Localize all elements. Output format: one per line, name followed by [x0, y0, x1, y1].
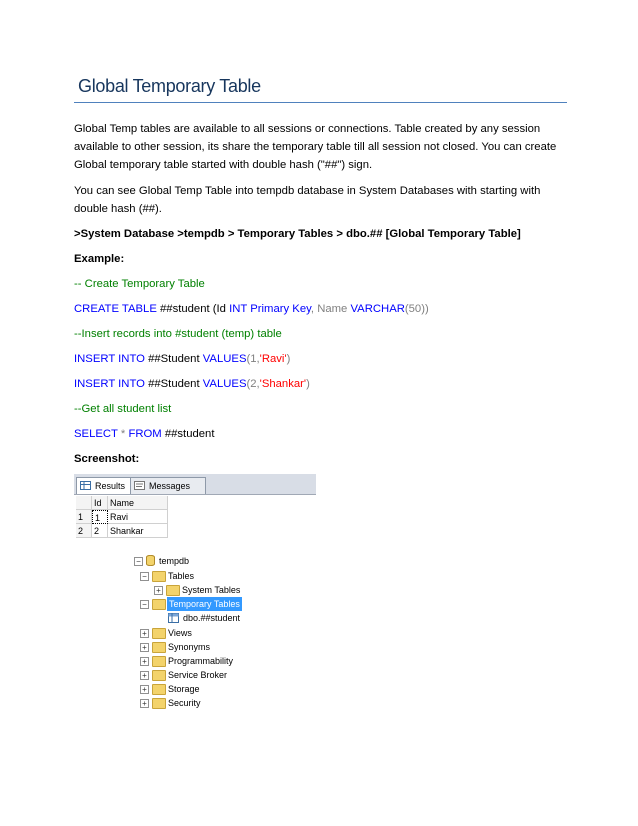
folder-icon — [152, 684, 166, 695]
grid-icon — [80, 481, 91, 490]
screenshot-label: Screenshot: — [74, 453, 140, 465]
object-explorer-tree — [134, 554, 254, 714]
code-keyword: VALUES — [202, 378, 247, 390]
tab-label: Results — [95, 481, 126, 491]
tree-label: Synonyms — [168, 642, 211, 652]
code-comment-select: --Get all student list — [74, 403, 172, 415]
results-tabstrip — [74, 474, 316, 495]
tree-label: tempdb — [159, 556, 190, 566]
code-select — [74, 428, 214, 440]
code-text: (1, — [246, 353, 260, 365]
collapse-icon[interactable]: − — [140, 600, 149, 609]
paragraph-1: Global Temp tables are available to all sessions or connections. Table created by any session available to other session, its share the temporary table till all session not closed. You can create Global temporary table started with double hash ("##") sign. — [74, 123, 557, 171]
code-keyword: INT Primary Key — [229, 303, 311, 315]
code-text: ##student — [161, 428, 215, 440]
message-icon — [134, 481, 145, 490]
code-text: (50)) — [404, 303, 429, 315]
code-text: * — [117, 428, 129, 440]
collapse-icon[interactable]: − — [134, 557, 143, 566]
folder-icon — [152, 656, 166, 667]
tree-label: Tables — [168, 571, 195, 581]
row-number: 1 — [76, 510, 92, 524]
code-keyword: VARCHAR — [350, 303, 405, 315]
tree-label: System Tables — [182, 585, 241, 595]
table-cell[interactable]: 2 — [92, 524, 108, 538]
code-string: 'Ravi' — [259, 353, 287, 365]
code-text: ##student (Id — [156, 303, 230, 315]
code-text: ##Student — [144, 378, 203, 390]
page-title: Global Temporary Table — [78, 76, 261, 96]
grid-corner — [76, 496, 92, 510]
code-insert-2 — [74, 378, 310, 390]
expand-icon[interactable]: + — [140, 671, 149, 680]
code-string: 'Shankar' — [259, 378, 307, 390]
code-create-table — [74, 303, 429, 315]
tree-label: Programmability — [168, 656, 234, 666]
tree-label: dbo.##student — [183, 613, 241, 623]
code-insert-1 — [74, 353, 290, 365]
column-header[interactable]: Name — [108, 496, 168, 510]
tree-label: Security — [168, 698, 201, 708]
title-underline — [74, 102, 567, 103]
code-keyword: FROM — [128, 428, 162, 440]
table-cell[interactable]: 1 — [92, 510, 108, 524]
results-screenshot — [74, 474, 316, 554]
code-comment-create: -- Create Temporary Table — [74, 278, 205, 290]
code-keyword: INSERT INTO — [74, 353, 145, 365]
expand-icon[interactable]: + — [154, 586, 163, 595]
folder-icon — [152, 698, 166, 709]
tree-label: Storage — [168, 684, 200, 694]
tree-label: Views — [168, 628, 192, 638]
code-text: , Name — [310, 303, 351, 315]
expand-icon[interactable]: + — [140, 643, 149, 652]
folder-icon — [152, 599, 166, 610]
code-comment-insert: --Insert records into #student (temp) table — [74, 328, 282, 340]
tab-messages[interactable] — [130, 477, 206, 494]
code-keyword: INSERT INTO — [74, 378, 145, 390]
folder-icon — [166, 585, 180, 596]
column-header[interactable]: Id — [92, 496, 108, 510]
table-cell[interactable]: Ravi — [108, 510, 168, 524]
expand-icon[interactable]: + — [140, 657, 149, 666]
database-icon — [146, 555, 155, 566]
code-keyword: CREATE TABLE — [74, 303, 157, 315]
code-keyword: SELECT — [74, 428, 118, 440]
folder-icon — [152, 571, 166, 582]
tree-label: Service Broker — [168, 670, 228, 680]
example-label: Example: — [74, 253, 125, 265]
folder-icon — [152, 642, 166, 653]
folder-icon — [152, 670, 166, 681]
collapse-icon[interactable]: − — [140, 572, 149, 581]
code-text: ##Student — [144, 353, 203, 365]
paragraph-2: You can see Global Temp Table into tempdb database in System Databases with starting with double hash (##). — [74, 185, 541, 215]
tab-label: Messages — [149, 481, 191, 491]
folder-icon — [152, 628, 166, 639]
code-text: ) — [286, 353, 291, 365]
code-text: (2, — [246, 378, 260, 390]
row-number: 2 — [76, 524, 92, 538]
code-keyword: VALUES — [202, 353, 247, 365]
code-text: ) — [306, 378, 310, 390]
expand-icon[interactable]: + — [140, 629, 149, 638]
table-cell[interactable]: Shankar — [108, 524, 168, 538]
tree-label-selected: Temporary Tables — [169, 599, 240, 609]
table-icon — [168, 613, 179, 623]
expand-icon[interactable]: + — [140, 685, 149, 694]
navigation-path: >System Database >tempdb > Temporary Tables > dbo.## [Global Temporary Table] — [74, 228, 521, 240]
expand-icon[interactable]: + — [140, 699, 149, 708]
